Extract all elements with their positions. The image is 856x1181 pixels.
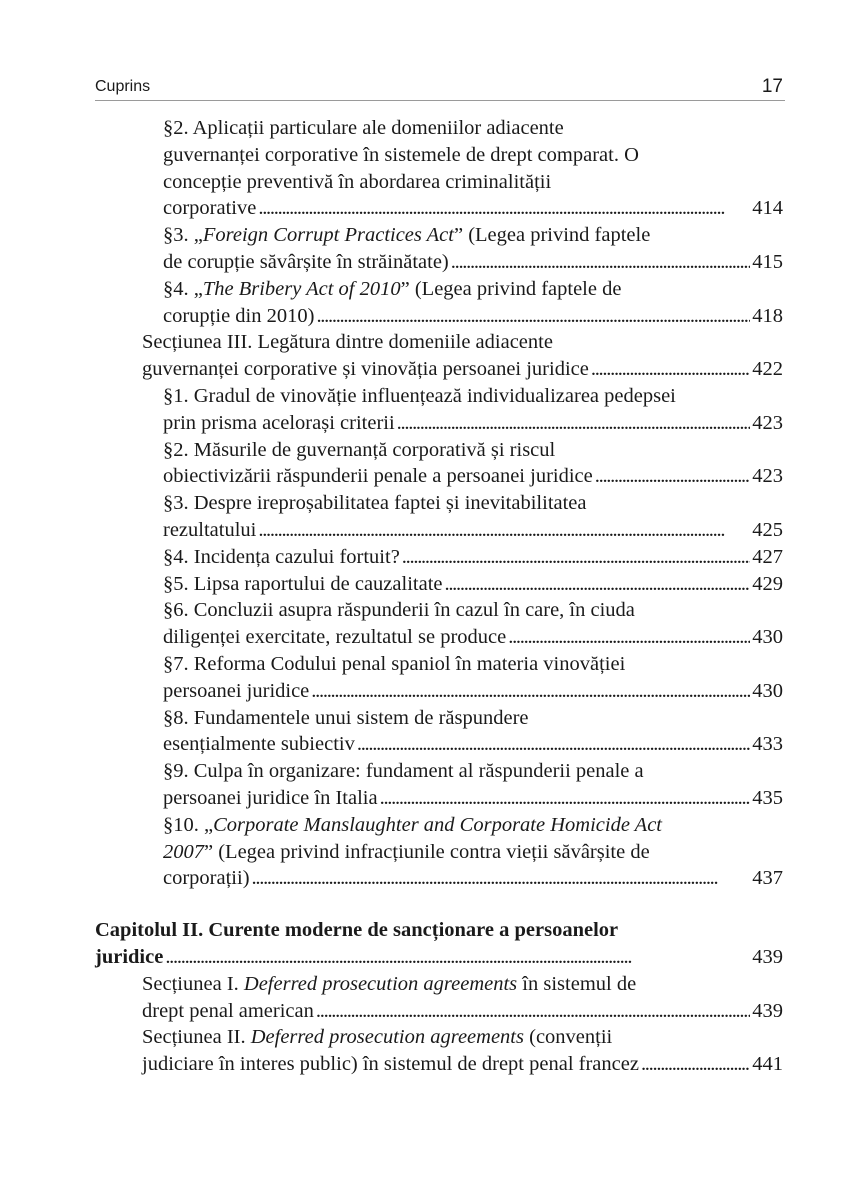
toc-paragraph-entry[interactable]: [95, 276, 783, 330]
toc-line-text: [163, 222, 650, 249]
toc-line: [95, 624, 783, 651]
toc-line-text: [142, 329, 553, 356]
toc-paragraph-entry[interactable]: [95, 651, 783, 705]
toc-line-text: [142, 971, 636, 998]
toc-paragraph-entry[interactable]: [95, 758, 783, 812]
italic-title-text: 2007: [163, 840, 204, 863]
toc-line: [95, 115, 783, 142]
text-segment: guvernanței corporative și vinovăția persoanei juridice: [142, 358, 589, 381]
toc-line-text: [163, 678, 309, 705]
toc-line: [95, 383, 783, 410]
toc-page-number: 439: [752, 999, 783, 1022]
toc-line-text: [95, 917, 618, 944]
toc-line-text: [163, 276, 621, 303]
toc-page-number: 414: [752, 197, 783, 220]
toc-page-number: 435: [752, 786, 783, 809]
toc-line: [95, 329, 783, 356]
text-segment: ” (Legea privind infracțiunile contra vieții săvârșite de: [204, 840, 650, 863]
toc-section-entry[interactable]: [95, 971, 783, 1025]
text-segment: esențialmente subiectiv: [163, 733, 355, 756]
toc-paragraph-entry[interactable]: [95, 705, 783, 759]
dot-leader: [451, 249, 751, 276]
table-of-contents: [95, 115, 783, 1078]
header-page-number: 17: [761, 76, 783, 97]
toc-line-text: [163, 839, 650, 866]
toc-page-number: 429: [752, 572, 783, 595]
toc-line: [95, 490, 783, 517]
toc-line: [95, 276, 783, 303]
text-segment: §5. Lipsa raportului de cauzalitate: [163, 572, 443, 595]
toc-line: [95, 437, 783, 464]
toc-line-text: [163, 571, 442, 598]
text-segment: ” (Legea privind faptele de: [400, 277, 622, 300]
dot-leader: [595, 463, 751, 490]
text-segment: corporative: [163, 197, 257, 220]
text-segment: Secțiunea I.: [142, 972, 244, 995]
toc-line: [95, 865, 783, 892]
toc-page-number: 423: [752, 465, 783, 488]
text-segment: corporații): [163, 867, 250, 890]
toc-line: [95, 517, 783, 544]
text-segment: §1. Gradul de vinovăție influențează individualizarea pedepsei: [163, 384, 676, 407]
text-segment: rezultatului: [163, 518, 257, 541]
toc-line-text: [163, 115, 564, 142]
toc-line-text: [163, 865, 250, 892]
text-segment: persoanei juridice: [163, 679, 310, 702]
toc-line: [95, 222, 783, 249]
toc-line: [95, 303, 783, 330]
text-segment: §9. Culpa în organizare: fundament al răspunderii penale a: [163, 760, 644, 783]
text-segment: Secțiunea II.: [142, 1026, 251, 1049]
toc-line: [95, 944, 783, 971]
text-segment: corupție din 2010): [163, 304, 315, 327]
text-segment: persoanei juridice în Italia: [163, 786, 378, 809]
toc-page-number: 437: [752, 867, 783, 890]
toc-line-text: [163, 731, 355, 758]
toc-line: [95, 249, 783, 276]
toc-chapter-entry[interactable]: [95, 917, 783, 971]
dot-leader: [444, 571, 750, 598]
text-segment: obiectivizării răspunderii penale a persoanei juridice: [163, 465, 593, 488]
dot-leader: [316, 998, 750, 1025]
text-segment: diligenței exercitate, rezultatul se produce: [163, 626, 507, 649]
toc-line: [95, 142, 783, 169]
toc-page-number: 433: [752, 733, 783, 756]
toc-line: [95, 169, 783, 196]
toc-line: [95, 1051, 783, 1078]
text-segment: în sistemul de: [517, 972, 637, 995]
dot-leader: [165, 944, 750, 971]
toc-page-number: 439: [752, 945, 783, 968]
text-segment: §8. Fundamentele unui sistem de răspundere: [163, 706, 529, 729]
toc-paragraph-entry[interactable]: [95, 597, 783, 651]
text-segment: §2. Măsurile de guvernanță corporativă și riscul: [163, 438, 556, 461]
dot-leader: [252, 865, 751, 892]
italic-title-text: Deferred prosecution agreements: [250, 1026, 524, 1049]
toc-page-number: 422: [752, 358, 783, 381]
text-segment: §3. „: [163, 224, 203, 247]
toc-section-entry[interactable]: [95, 1024, 783, 1078]
toc-line-text: [163, 169, 551, 196]
text-segment: de corupție săvârșite în străinătate): [163, 250, 449, 273]
toc-line: [95, 839, 783, 866]
toc-line-text: [163, 624, 506, 651]
toc-line-text: [142, 998, 314, 1025]
toc-line-text: [163, 410, 395, 437]
toc-page-number: 418: [752, 304, 783, 327]
toc-line: [95, 410, 783, 437]
toc-line: [95, 678, 783, 705]
italic-title-text: Corporate Manslaughter and Corporate Homicide Act: [213, 813, 662, 836]
toc-line: [95, 971, 783, 998]
toc-page-number: 423: [752, 411, 783, 434]
text-segment: concepție preventivă în abordarea criminalității: [163, 170, 552, 193]
toc-line: [95, 571, 783, 598]
toc-page-number: 430: [752, 679, 783, 702]
toc-line: [95, 998, 783, 1025]
toc-line: [95, 758, 783, 785]
toc-line-text: [163, 517, 256, 544]
toc-line: [95, 731, 783, 758]
toc-line-text: [163, 249, 449, 276]
italic-title-text: Deferred prosecution agreements: [243, 972, 518, 995]
toc-line-text: [163, 544, 400, 571]
italic-title-text: The Bribery Act of 2010: [202, 277, 401, 300]
toc-line: [95, 463, 783, 490]
text-segment: guvernanței corporative în sistemele de drept comparat. O: [163, 143, 639, 166]
toc-paragraph-entry[interactable]: [95, 383, 783, 437]
toc-line-text: [163, 597, 635, 624]
toc-line-text: [163, 195, 256, 222]
toc-line: [95, 917, 783, 944]
toc-page-number: 415: [752, 250, 783, 273]
toc-section-entry[interactable]: [95, 329, 783, 383]
text-segment: §4. Incidența cazului fortuit?: [163, 545, 400, 568]
toc-line: [95, 705, 783, 732]
text-segment: judiciare în interes public) în sistemul de drept penal francez: [142, 1053, 639, 1076]
toc-line-text: [163, 812, 662, 839]
toc-paragraph-entry[interactable]: [95, 490, 783, 544]
toc-paragraph-entry[interactable]: [95, 812, 783, 892]
toc-paragraph-entry[interactable]: [95, 571, 783, 598]
toc-line-text: [163, 383, 676, 410]
text-segment: §7. Reforma Codului penal spaniol în materia vinovăției: [163, 652, 626, 675]
toc-line-text: [142, 356, 589, 383]
toc-line: [95, 597, 783, 624]
text-segment: §3. Despre ireproșabilitatea faptei și inevitabilitatea: [163, 492, 587, 515]
text-segment: drept penal american: [142, 999, 314, 1022]
dot-leader: [258, 517, 750, 544]
text-segment: juridice: [95, 945, 164, 968]
toc-line-text: [142, 1024, 612, 1051]
dot-leader: [380, 785, 751, 812]
toc-line-text: [163, 705, 529, 732]
dot-leader: [641, 1051, 750, 1078]
text-segment: §10. „: [163, 813, 214, 836]
toc-line-text: [163, 651, 625, 678]
dot-leader: [402, 544, 750, 571]
dot-leader: [311, 678, 750, 705]
text-segment: §4. „: [163, 277, 203, 300]
text-segment: §6. Concluzii asupra răspunderii în cazul în care, în ciuda: [163, 599, 635, 622]
toc-line-text: [163, 463, 593, 490]
toc-line: [95, 812, 783, 839]
toc-line-text: [163, 490, 587, 517]
toc-page-number: 430: [752, 626, 783, 649]
toc-line: [95, 356, 783, 383]
text-segment: (convenții: [524, 1026, 613, 1049]
toc-paragraph-entry[interactable]: [95, 115, 783, 222]
toc-line: [95, 785, 783, 812]
text-segment: prin prisma acelorași criterii: [163, 411, 395, 434]
toc-paragraph-entry[interactable]: [95, 222, 783, 276]
toc-line-text: [163, 437, 555, 464]
toc-line-text: [95, 944, 163, 971]
dot-leader: [357, 731, 750, 758]
toc-line: [95, 544, 783, 571]
dot-leader: [591, 356, 750, 383]
toc-line-text: [163, 142, 639, 169]
running-header: [95, 76, 785, 101]
italic-title-text: Foreign Corrupt Practices Act: [202, 224, 454, 247]
toc-line-text: [142, 1051, 639, 1078]
toc-paragraph-entry[interactable]: [95, 544, 783, 571]
text-segment: Capitolul II. Curente moderne de sancționare a persoanelor: [95, 919, 619, 942]
toc-line-text: [163, 303, 314, 330]
text-segment: Secțiunea III. Legătura dintre domeniile adiacente: [142, 331, 553, 354]
toc-line: [95, 1024, 783, 1051]
toc-line-text: [163, 758, 644, 785]
dot-leader: [397, 410, 751, 437]
text-segment: §2. Aplicații particulare ale domeniilor adiacente: [163, 117, 564, 139]
toc-page-number: 427: [752, 545, 783, 568]
text-segment: ” (Legea privind faptele: [453, 224, 651, 247]
header-section-title: Cuprins: [95, 78, 151, 95]
toc-paragraph-entry[interactable]: [95, 437, 783, 491]
section-gap: [95, 892, 783, 917]
toc-page-number: 441: [752, 1053, 783, 1076]
dot-leader: [258, 195, 750, 222]
dot-leader: [508, 624, 750, 651]
toc-page-number: 425: [752, 518, 783, 541]
toc-line: [95, 651, 783, 678]
toc-line: [95, 195, 783, 222]
toc-line-text: [163, 785, 378, 812]
dot-leader: [316, 303, 750, 330]
